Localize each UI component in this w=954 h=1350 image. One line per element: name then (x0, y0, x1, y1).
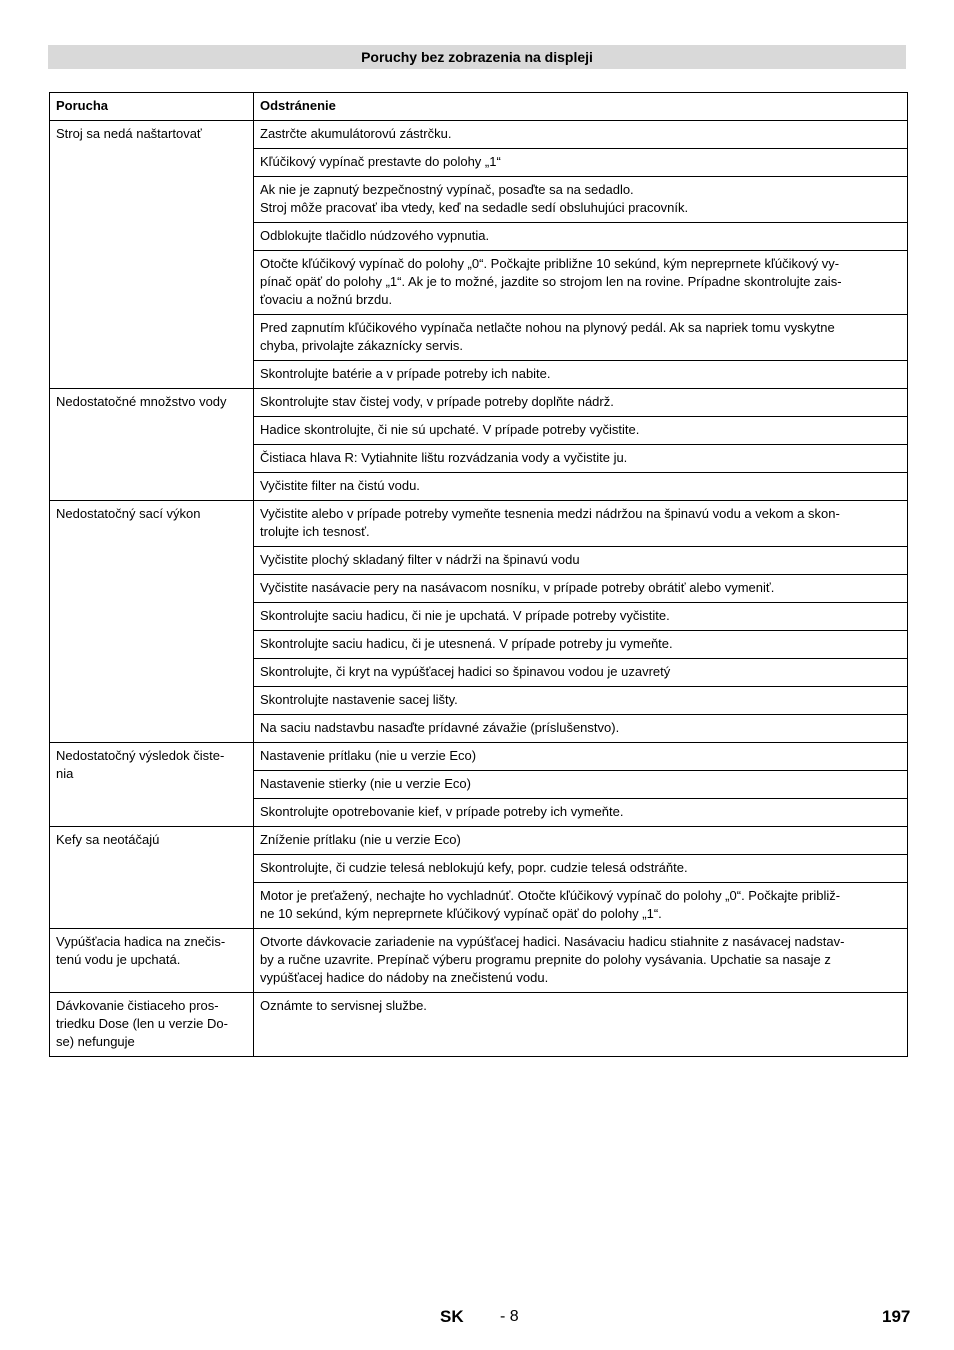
fault-cell (50, 501, 254, 743)
table-row (50, 929, 908, 993)
remedy-cell (254, 223, 908, 251)
remedy-cell (254, 177, 908, 223)
remedy-text: Vyčistite nasávacie pery na nasávacom nosníku, v prípade potreby obrátiť alebo vymeniť. (260, 580, 775, 595)
remedy-cell (254, 361, 908, 389)
table-row (50, 993, 908, 1057)
remedy-text: Skontrolujte batérie a v prípade potreby ich nabite. (260, 366, 551, 381)
remedy-cell (254, 121, 908, 149)
fault-text: Kefy sa neotáčajú (56, 832, 160, 847)
table-row (50, 389, 908, 417)
remedy-text: Hadice skontrolujte, či nie sú upchaté. V prípade potreby vyčistite. (260, 422, 640, 437)
footer-section-page: - 8 (500, 1308, 519, 1325)
remedy-cell (254, 315, 908, 361)
remedy-text: Skontrolujte, či cudzie telesá neblokujú kefy, popr. cudzie telesá odstráňte. (260, 860, 688, 875)
remedy-cell (254, 631, 908, 659)
remedy-text: Odblokujte tlačidlo núdzového vypnutia. (260, 228, 490, 243)
fault-cell (50, 993, 254, 1057)
remedy-text: trolujte ich tesnosť. (260, 524, 370, 539)
remedy-cell (254, 417, 908, 445)
table-row (50, 743, 908, 771)
fault-text: Nedostatočné množstvo vody (56, 394, 227, 409)
table-header-row (50, 93, 908, 121)
remedy-text: Skontrolujte opotrebovanie kief, v prípade potreby ich vymeňte. (260, 804, 624, 819)
fault-cell (50, 743, 254, 827)
remedy-text: pínač opäť do polohy „1“. Ak je to možné, jazdite so strojom len na rovine. Prípadne skontrolujte zais- (260, 274, 842, 289)
fault-text: triedku Dose (len u verzie Do- (56, 1016, 228, 1031)
remedy-text: Skontrolujte stav čistej vody, v prípade potreby doplňte nádrž. (260, 394, 614, 409)
remedy-text: Vyčistite filter na čistú vodu. (260, 478, 420, 493)
remedy-cell (254, 855, 908, 883)
remedy-text: Čistiaca hlava R: Vytiahnite lištu rozvádzania vody a vyčistite ju. (260, 450, 628, 465)
remedy-text: Nastavenie prítlaku (nie u verzie Eco) (260, 748, 477, 763)
remedy-cell (254, 799, 908, 827)
table-body (50, 121, 908, 1057)
footer-page-number: 197 (882, 1307, 911, 1326)
remedy-text: Skontrolujte, či kryt na vypúšťacej hadici so špinavou vodou je uzavretý (260, 664, 671, 679)
footer-language: SK (440, 1307, 464, 1326)
fault-text: Nedostatočný výsledok čiste- (56, 748, 225, 763)
fault-text: Dávkovanie čistiaceho pros- (56, 998, 219, 1013)
remedy-cell (254, 389, 908, 417)
table-row (50, 501, 908, 547)
troubleshooting-table (49, 92, 908, 1057)
remedy-cell (254, 883, 908, 929)
remedy-cell (254, 473, 908, 501)
remedy-text: Skontrolujte saciu hadicu, či nie je upchatá. V prípade potreby vyčistite. (260, 608, 670, 623)
fault-text: Vypúšťacia hadica na znečis- (56, 934, 226, 949)
fault-text: Stroj sa nedá naštartovať (56, 126, 202, 141)
fault-text: nia (56, 766, 74, 781)
fault-cell (50, 929, 254, 993)
remedy-text: by a ručne uzavrite. Prepínač výberu programu prepnite do polohy vysávania. Upchatie sa nasaje z (260, 952, 831, 967)
remedy-cell (254, 659, 908, 687)
section-title: Poruchy bez zobrazenia na displeji (48, 45, 906, 69)
remedy-text: ťovaciu a nožnú brzdu. (260, 292, 393, 307)
remedy-text: Skontrolujte nastavenie sacej lišty. (260, 692, 458, 707)
remedy-cell (254, 445, 908, 473)
remedy-cell (254, 771, 908, 799)
remedy-text: Nastavenie stierky (nie u verzie Eco) (260, 776, 471, 791)
remedy-text: Stroj môže pracovať iba vtedy, keď na sedadle sedí obsluhujúci pracovník. (260, 200, 689, 215)
column-header-remedy: Odstránenie (254, 93, 908, 121)
fault-cell (50, 121, 254, 389)
remedy-text: Zníženie prítlaku (nie u verzie Eco) (260, 832, 461, 847)
remedy-text: Otočte kľúčikový vypínač do polohy „0“. Počkajte približne 10 sekúnd, kým nepreprnete kľúčikový vy- (260, 256, 840, 271)
remedy-text: Motor je preťažený, nechajte ho vychladnúť. Otočte kľúčikový vypínač do polohy „0“. Počkajte približ- (260, 888, 841, 903)
remedy-text: Ak nie je zapnutý bezpečnostný vypínač, posaďte sa na sedadlo. (260, 182, 634, 197)
remedy-text: Vyčistite plochý skladaný filter v nádrži na špinavú vodu (260, 552, 580, 567)
column-header-fault: Porucha (50, 93, 254, 121)
remedy-cell (254, 547, 908, 575)
remedy-text: Vyčistite alebo v prípade potreby vymeňte tesnenia medzi nádržou na špinavú vodu a vekom a skon- (260, 506, 840, 521)
fault-cell (50, 389, 254, 501)
remedy-cell (254, 929, 908, 993)
remedy-cell (254, 603, 908, 631)
fault-text: se) nefunguje (56, 1034, 135, 1049)
remedy-text: chyba, privolajte zákaznícky servis. (260, 338, 464, 353)
table-row (50, 827, 908, 855)
remedy-cell (254, 993, 908, 1057)
remedy-text: Na saciu nadstavbu nasaďte prídavné závažie (príslušenstvo). (260, 720, 620, 735)
remedy-text: Oznámte to servisnej službe. (260, 998, 427, 1013)
remedy-cell (254, 743, 908, 771)
remedy-text: Pred zapnutím kľúčikového vypínača netlačte nohou na plynový pedál. Ak sa napriek tomu vyskytne (260, 320, 835, 335)
remedy-cell (254, 687, 908, 715)
remedy-text: vypúšťacej hadice do nádoby na znečistenú vodu. (260, 970, 549, 985)
fault-cell (50, 827, 254, 929)
remedy-cell (254, 715, 908, 743)
remedy-cell (254, 501, 908, 547)
fault-text: tenú vodu je upchatá. (56, 952, 181, 967)
remedy-text: Kľúčikový vypínač prestavte do polohy „1“ (260, 154, 501, 169)
remedy-cell (254, 149, 908, 177)
remedy-text: ne 10 sekúnd, kým nepreprnete kľúčikový vypínač opäť do polohy „1“. (260, 906, 662, 921)
remedy-cell (254, 251, 908, 315)
remedy-cell (254, 575, 908, 603)
remedy-text: Otvorte dávkovacie zariadenie na vypúšťacej hadici. Nasávaciu hadicu stiahnite z nasávacej nadstav- (260, 934, 845, 949)
fault-text: Nedostatočný sací výkon (56, 506, 201, 521)
remedy-text: Skontrolujte saciu hadicu, či je utesnená. V prípade potreby ju vymeňte. (260, 636, 673, 651)
remedy-text: Zastrčte akumulátorovú zástrčku. (260, 126, 452, 141)
table-row (50, 121, 908, 149)
remedy-cell (254, 827, 908, 855)
